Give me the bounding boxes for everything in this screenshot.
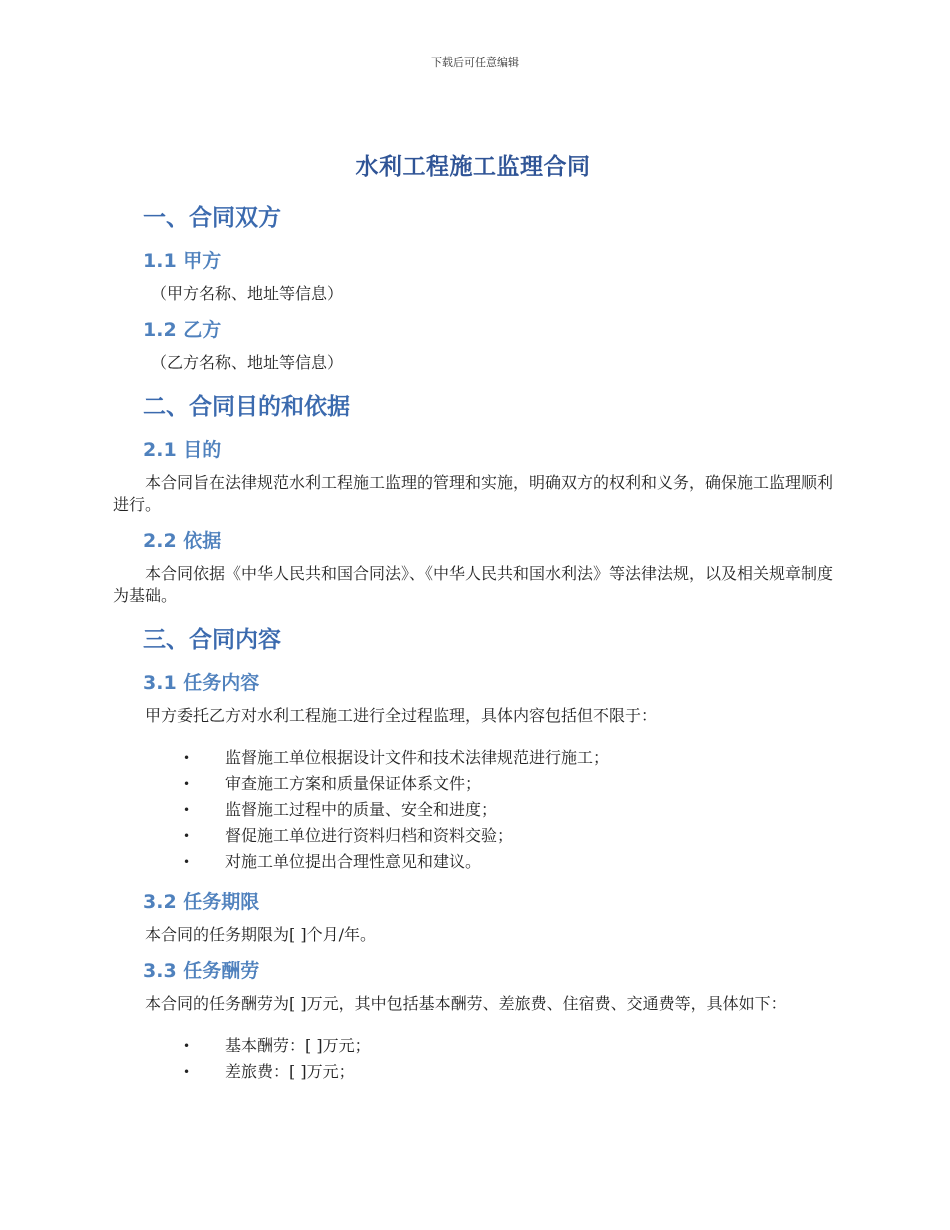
page-header: 下载后可任意编辑 (431, 56, 519, 69)
bullet-icon: • (183, 803, 191, 817)
list-item-text: 监督施工单位根据设计文件和技术法律规范进行施工； (225, 748, 610, 767)
subsection-heading-3-3: 3.3 任务酬劳 (143, 960, 260, 982)
list-item-text: 审查施工方案和质量保证体系文件； (225, 774, 482, 793)
list-item (113, 797, 833, 823)
bullet-icon: • (183, 1039, 191, 1053)
subsection-heading-3-2: 3.2 任务期限 (143, 891, 260, 913)
task-period-paragraph: 本合同的任务期限为[ ]个月/年。 (145, 925, 376, 944)
purpose-paragraph: 本合同旨在法律规范水利工程施工监理的管理和实施，明确双方的权利和义务，确保施工监理顺利进行。 (113, 473, 834, 514)
section-heading-1: 一、合同双方 (143, 205, 281, 231)
task-fee-paragraph: 本合同的任务酬劳为[ ]万元，其中包括基本酬劳、差旅费、住宿费、交通费等，具体如下： (145, 994, 787, 1013)
bullet-icon: • (183, 751, 191, 765)
list-item-text: 差旅费：[ ]万元； (225, 1062, 355, 1081)
subsection-heading-1-1: 1.1 甲方 (143, 250, 222, 272)
party-b-info: （乙方名称、地址等信息） (151, 353, 344, 372)
task-content-list (113, 745, 833, 875)
bullet-icon: • (183, 777, 191, 791)
list-item-text: 基本酬劳：[ ]万元； (225, 1036, 371, 1055)
section-heading-2: 二、合同目的和依据 (143, 394, 350, 420)
list-item (113, 1059, 833, 1085)
bullet-icon: • (183, 1065, 191, 1079)
bullet-icon: • (183, 855, 191, 869)
subsection-heading-2-2: 2.2 依据 (143, 530, 222, 552)
task-fee-list (113, 1033, 833, 1085)
list-item (113, 849, 833, 875)
party-a-info: （甲方名称、地址等信息） (151, 284, 344, 303)
list-item (113, 771, 833, 797)
task-content-paragraph: 甲方委托乙方对水利工程施工进行全过程监理，具体内容包括但不限于： (145, 706, 658, 725)
basis-paragraph: 本合同依据《中华人民共和国合同法》、《中华人民共和国水利法》等法律法规，以及相关规章制度为基础。 (113, 564, 834, 605)
section-heading-3: 三、合同内容 (143, 627, 281, 653)
list-item-text: 对施工单位提出合理性意见和建议。 (225, 852, 482, 871)
document-title: 水利工程施工监理合同 (355, 154, 591, 180)
list-item (113, 1033, 833, 1059)
list-item-text: 监督施工过程中的质量、安全和进度； (225, 800, 498, 819)
subsection-heading-3-1: 3.1 任务内容 (143, 672, 260, 694)
bullet-icon: • (183, 829, 191, 843)
subsection-heading-1-2: 1.2 乙方 (143, 319, 222, 341)
subsection-heading-2-1: 2.1 目的 (143, 439, 222, 461)
document-body (113, 148, 833, 1097)
list-item (113, 745, 833, 771)
list-item-text: 督促施工单位进行资料归档和资料交验； (225, 826, 514, 845)
list-item (113, 823, 833, 849)
